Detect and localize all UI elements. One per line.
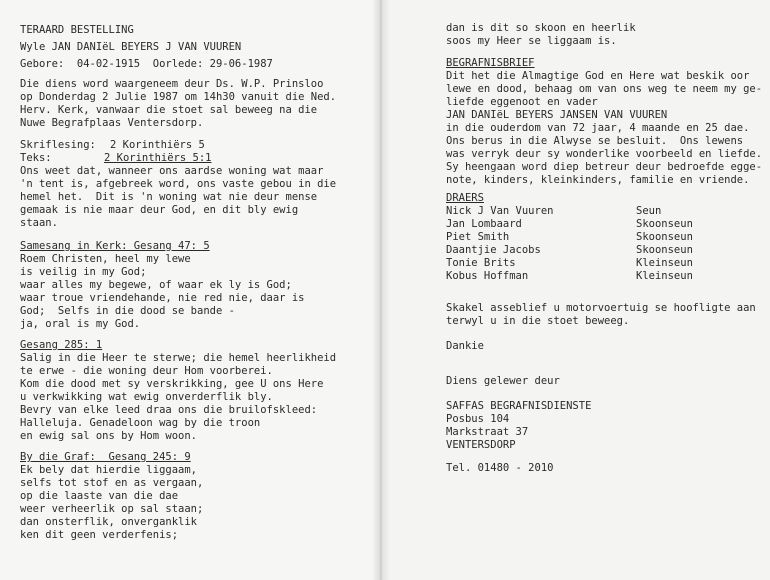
bearer-name: Jan Lombaard	[446, 218, 522, 230]
bearer-name: Daantjie Jacobs	[446, 244, 541, 256]
hymn-line: God; Selfs in die dood se bande -	[20, 305, 235, 317]
bearer-name: Nick J Van Vuuren	[446, 205, 554, 217]
gesang285-heading: Gesang 285: 1	[20, 339, 103, 351]
letter-line: JAN DANIëL BEYERS JANSEN VAN VUUREN	[446, 109, 668, 121]
hymn-line: selfs tot stof en as vergaan,	[20, 477, 204, 489]
service-line: op Donderdag 2 Julie 1987 om 14h30 vanuit die Ned.	[20, 91, 337, 103]
service-line: Die diens word waargeneem deur Ds. W.P. Prinsloo	[20, 78, 324, 90]
reading-value: 2 Korinthiërs 5	[110, 139, 205, 151]
hymn-continued-line: dan is dit so skoon en heerlik	[446, 22, 636, 34]
letter-heading: BEGRAFNISBRIEF	[446, 57, 535, 69]
text-value: 2 Korinthiërs 5:1	[104, 152, 212, 164]
text-body-line: Ons weet dat, wanneer ons aardse woning wat maar	[20, 165, 324, 177]
bearer-relation: Seun	[636, 205, 662, 217]
letter-line: note, kinders, kleinkinders, familie en vriende.	[446, 174, 750, 186]
hymn-line: Salig in die Heer te sterwe; die hemel heerlikheid	[20, 352, 337, 364]
undertaker-line: Posbus 104	[446, 413, 510, 425]
hymn-line: Halleluja. Genadeloon wag by die troon	[20, 417, 261, 429]
letter-line: Ons berus in die Alwyse se besluit. Ons lewens	[446, 135, 744, 147]
hymn-line: is veilig in my God;	[20, 266, 147, 278]
hymn-line: dan onsterflik, onverganklik	[20, 516, 198, 528]
graf-heading: By die Graf: Gesang 245: 9	[20, 451, 191, 463]
hymn-line: u verkwikking wat ewig onverderflik bly.	[20, 391, 273, 403]
hymn-line: ja, oral is my God.	[20, 318, 141, 330]
bearer-relation: Skoonseun	[636, 218, 693, 230]
letter-line: Sy heengaan word diep betreur deur bedroefde egge-	[446, 161, 763, 173]
hymn-line: op die laaste van die dae	[20, 490, 179, 502]
bearer-name: Tonie Brits	[446, 257, 516, 269]
bearers-heading: DRAERS	[446, 192, 484, 204]
heading: TERAARD BESTELLING	[20, 24, 134, 36]
letter-line: in die ouderdom van 72 jaar, 4 maande en 25 dae.	[446, 122, 750, 134]
bearer-relation: Kleinseun	[636, 257, 693, 269]
service-line: Herv. Kerk, vanwaar die stoet sal beweeg na die	[20, 104, 318, 116]
bearer-name: Kobus Hoffman	[446, 270, 529, 282]
hymn-continued-line: soos my Heer se liggaam is.	[446, 35, 617, 47]
hymn-line: waar troue vriendehande, nie red nie, daar is	[20, 292, 305, 304]
text-body-line: hemel het. Dit is 'n woning wat nie deur mense	[20, 191, 318, 203]
deceased-name: Wyle JAN DANIëL BEYERS J VAN VUUREN	[20, 41, 242, 53]
hymn-line: en ewig sal ons by Hom woon.	[20, 430, 198, 442]
text-label: Teks:	[20, 152, 52, 164]
text-body-line: gemaak is nie maar deur God, en dit bly ewig	[20, 204, 299, 216]
samesang-heading: Samesang in Kerk: Gesang 47: 5	[20, 240, 210, 252]
phone: Tel. 01480 - 2010	[446, 462, 554, 474]
birth-death-dates: Gebore: 04-02-1915 Oorlede: 29-06-1987	[20, 58, 273, 70]
text-body-line: 'n tent is, afgebreek word, ons vaste gebou in die	[20, 178, 337, 190]
hymn-line: Bevry van elke leed draa ons die bruilofskleed:	[20, 404, 318, 416]
bearer-name: Piet Smith	[446, 231, 510, 243]
undertaker-line: VENTERSDORP	[446, 439, 516, 451]
hymn-line: Ek bely dat hierdie liggaam,	[20, 464, 198, 476]
hymn-line: waar alles my begewe, of waar ek ly is God;	[20, 279, 292, 291]
text-body-line: staan.	[20, 217, 58, 229]
bearer-relation: Skoonseun	[636, 231, 693, 243]
hymn-line: ken dit geen verderfenis;	[20, 529, 179, 541]
letter-line: lewe en dood, behaag om van ons weg te neem my ge-	[446, 83, 763, 95]
reading-label: Skriflesing:	[20, 139, 96, 151]
hymn-line: Kom die dood met sy verskrikking, gee U ons Here	[20, 378, 324, 390]
page-fold	[372, 0, 390, 580]
notice-line: Skakel asseblief u motorvoertuig se hoofligte aan	[446, 302, 756, 314]
bearer-relation: Skoonseun	[636, 244, 693, 256]
undertaker-line: Markstraat 37	[446, 426, 529, 438]
hymn-line: te erwe - die woning deur Hom voorberei.	[20, 365, 273, 377]
service-by: Diens gelewer deur	[446, 375, 560, 387]
undertaker-line: SAFFAS BEGRAFNISDIENSTE	[446, 400, 592, 412]
letter-line: was verryk deur sy wonderlike voorbeeld en liefde.	[446, 148, 763, 160]
hymn-line: weer verheerlik op sal staan;	[20, 503, 204, 515]
letter-line: liefde eggenoot en vader	[446, 96, 598, 108]
bearer-relation: Kleinseun	[636, 270, 693, 282]
thanks: Dankie	[446, 340, 484, 352]
service-line: Nuwe Begrafplaas Ventersdorp.	[20, 117, 204, 129]
hymn-line: Roem Christen, heel my lewe	[20, 253, 191, 265]
letter-line: Dit het die Almagtige God en Here wat beskik oor	[446, 70, 750, 82]
notice-line: terwyl u in die stoet beweeg.	[446, 315, 630, 327]
